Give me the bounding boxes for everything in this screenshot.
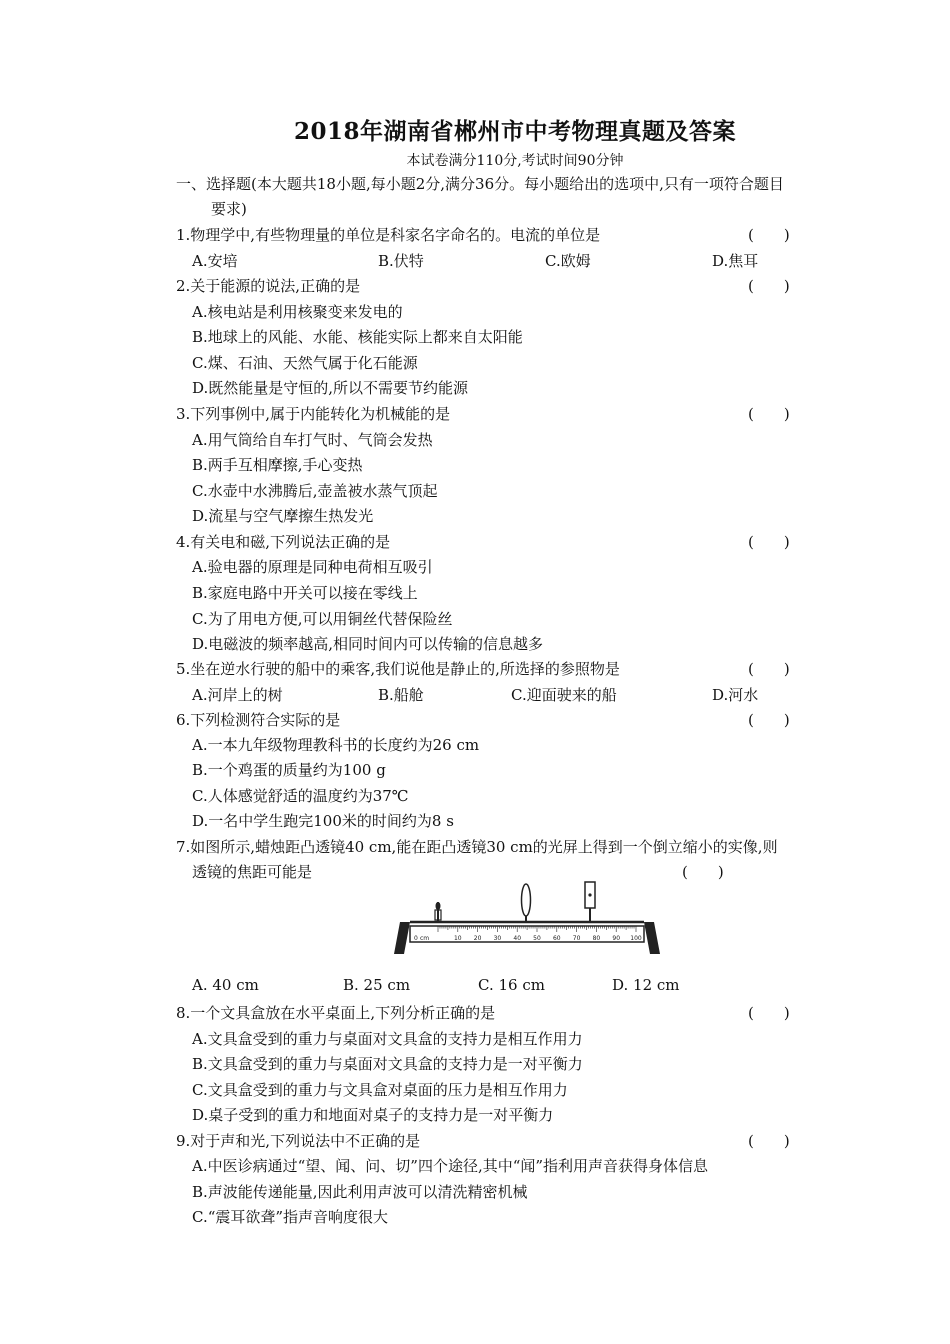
q1-option-b: B.伏特 xyxy=(378,252,424,270)
q7-stem-cont: 透镜的焦距可能是 xyxy=(192,863,313,881)
q8-option-a: A.文具盒受到的重力与桌面对文具盒的支持力是相互作用力 xyxy=(192,1030,583,1048)
q3-option-b: B.两手互相摩擦,手心变热 xyxy=(192,456,363,474)
q7-stem: 7.如图所示,蜡烛距凸透镜40 cm,能在距凸透镜30 cm的光屏上得到一个倒立缩小的实像,则 xyxy=(176,838,778,856)
q6-option-c: C.人体感觉舒适的温度约为37℃ xyxy=(192,787,409,805)
q4-stem: 4.有关电和磁,下列说法正确的是 xyxy=(176,533,391,551)
q5-option-b: B.船舱 xyxy=(378,686,424,704)
bench-left-support xyxy=(394,922,410,954)
q9-option-a: A.中医诊病通过“望、闻、问、切”四个途径,其中“闻”指利用声音获得身体信息 xyxy=(192,1157,709,1175)
q7-option-b: B. 25 cm xyxy=(343,976,411,994)
q7-option-a: A. 40 cm xyxy=(192,976,259,994)
q7-answer-paren: ( ) xyxy=(682,863,724,881)
q9-stem: 9.对于声和光,下列说法中不正确的是 xyxy=(176,1132,421,1150)
ruler-tick-label: 0 xyxy=(414,935,418,942)
optical-bench-figure xyxy=(392,880,662,960)
q7-option-c: C. 16 cm xyxy=(478,976,545,994)
q4-option-c: C.为了用电方便,可以用铜丝代替保险丝 xyxy=(192,610,453,628)
ruler-tick-label: 30 xyxy=(493,935,502,942)
page-subtitle: 本试卷满分110分,考试时间90分钟 xyxy=(406,153,624,169)
light-screen xyxy=(585,882,595,922)
q3-option-c: C.水壶中水沸腾后,壶盖被水蒸气顶起 xyxy=(192,482,438,500)
ruler-tick-label: 90 xyxy=(612,935,621,942)
q2-option-a: A.核电站是利用核聚变来发电的 xyxy=(192,303,403,321)
q1-option-a: A.安培 xyxy=(192,252,238,270)
q6-option-b: B.一个鸡蛋的质量约为100 g xyxy=(192,761,386,779)
ruler-tick-label: 10 xyxy=(453,935,462,942)
q2-option-d: D.既然能量是守恒的,所以不需要节约能源 xyxy=(192,379,469,397)
q2-option-b: B.地球上的风能、水能、核能实际上都来自太阳能 xyxy=(192,328,523,346)
ruler-tick-label: 60 xyxy=(552,935,561,942)
q2-stem: 2.关于能源的说法,正确的是 xyxy=(176,277,361,295)
q6-option-d: D.一名中学生跑完100米的时间约为8 s xyxy=(192,812,454,830)
q4-option-b: B.家庭电路中开关可以接在零线上 xyxy=(192,584,418,602)
ruler-tick-label: 80 xyxy=(592,935,601,942)
q5-answer-paren: ( ) xyxy=(748,660,790,678)
q1-option-c: C.欧姆 xyxy=(545,252,591,270)
section-heading: 一、选择题(本大题共18小题,每小题2分,满分36分。每小题给出的选项中,只有一项符合题目 xyxy=(176,175,784,193)
convex-lens xyxy=(522,884,531,922)
q3-option-d: D.流星与空气摩擦生热发光 xyxy=(192,507,374,525)
q8-stem: 8.一个文具盒放在水平桌面上,下列分析正确的是 xyxy=(176,1004,496,1022)
q4-option-a: A.验电器的原理是同种电荷相互吸引 xyxy=(192,558,433,576)
ruler-tick-label: 100 xyxy=(630,935,642,942)
q6-option-a: A.一本九年级物理教科书的长度约为26 cm xyxy=(192,736,480,754)
q3-option-a: A.用气筒给自车打气时、气筒会发热 xyxy=(192,431,433,449)
bench-right-support xyxy=(644,922,660,954)
ruler-tick-label: 20 xyxy=(473,935,482,942)
q8-option-c: C.文具盒受到的重力与文具盒对桌面的压力是相互作用力 xyxy=(192,1081,568,1099)
q6-answer-paren: ( ) xyxy=(748,711,790,729)
q5-stem: 5.坐在逆水行驶的船中的乘客,我们说他是静止的,所选择的参照物是 xyxy=(176,660,620,678)
q8-answer-paren: ( ) xyxy=(748,1004,790,1022)
section-heading-cont: 要求) xyxy=(211,200,247,218)
ruler-tick-label: 50 xyxy=(533,935,541,942)
candle xyxy=(435,902,441,922)
q9-option-c: C.“震耳欲聋”指声音响度很大 xyxy=(192,1208,389,1226)
ruler-tick-label: 70 xyxy=(572,935,581,942)
ruler-tick-label: 40 xyxy=(513,935,522,942)
q2-answer-paren: ( ) xyxy=(748,277,790,295)
q5-option-d: D.河水 xyxy=(712,686,759,704)
q3-answer-paren: ( ) xyxy=(748,405,790,423)
q4-answer-paren: ( ) xyxy=(748,533,790,551)
q9-answer-paren: ( ) xyxy=(748,1132,790,1150)
q3-stem: 3.下列事例中,属于内能转化为机械能的是 xyxy=(176,405,451,423)
q2-option-c: C.煤、石油、天然气属于化石能源 xyxy=(192,354,418,372)
ruler-unit-label: cm xyxy=(420,935,430,942)
q9-option-b: B.声波能传递能量,因此利用声波可以清洗精密机械 xyxy=(192,1183,528,1201)
q4-option-d: D.电磁波的频率越高,相同时间内可以传输的信息越多 xyxy=(192,635,544,653)
q7-option-d: D. 12 cm xyxy=(612,976,680,994)
q5-option-c: C.迎面驶来的船 xyxy=(511,686,617,704)
q1-stem: 1.物理学中,有些物理量的单位是科家名字命名的。电流的单位是 xyxy=(176,226,601,244)
q6-stem: 6.下列检测符合实际的是 xyxy=(176,711,341,729)
q1-option-d: D.焦耳 xyxy=(712,252,759,270)
q8-option-d: D.桌子受到的重力和地面对桌子的支持力是一对平衡力 xyxy=(192,1106,554,1124)
page-title: 2018年湖南省郴州市中考物理真题及答案 xyxy=(293,118,736,145)
q8-option-b: B.文具盒受到的重力与桌面对文具盒的支持力是一对平衡力 xyxy=(192,1055,583,1073)
q1-answer-paren: ( ) xyxy=(748,226,790,244)
q5-option-a: A.河岸上的树 xyxy=(192,686,283,704)
